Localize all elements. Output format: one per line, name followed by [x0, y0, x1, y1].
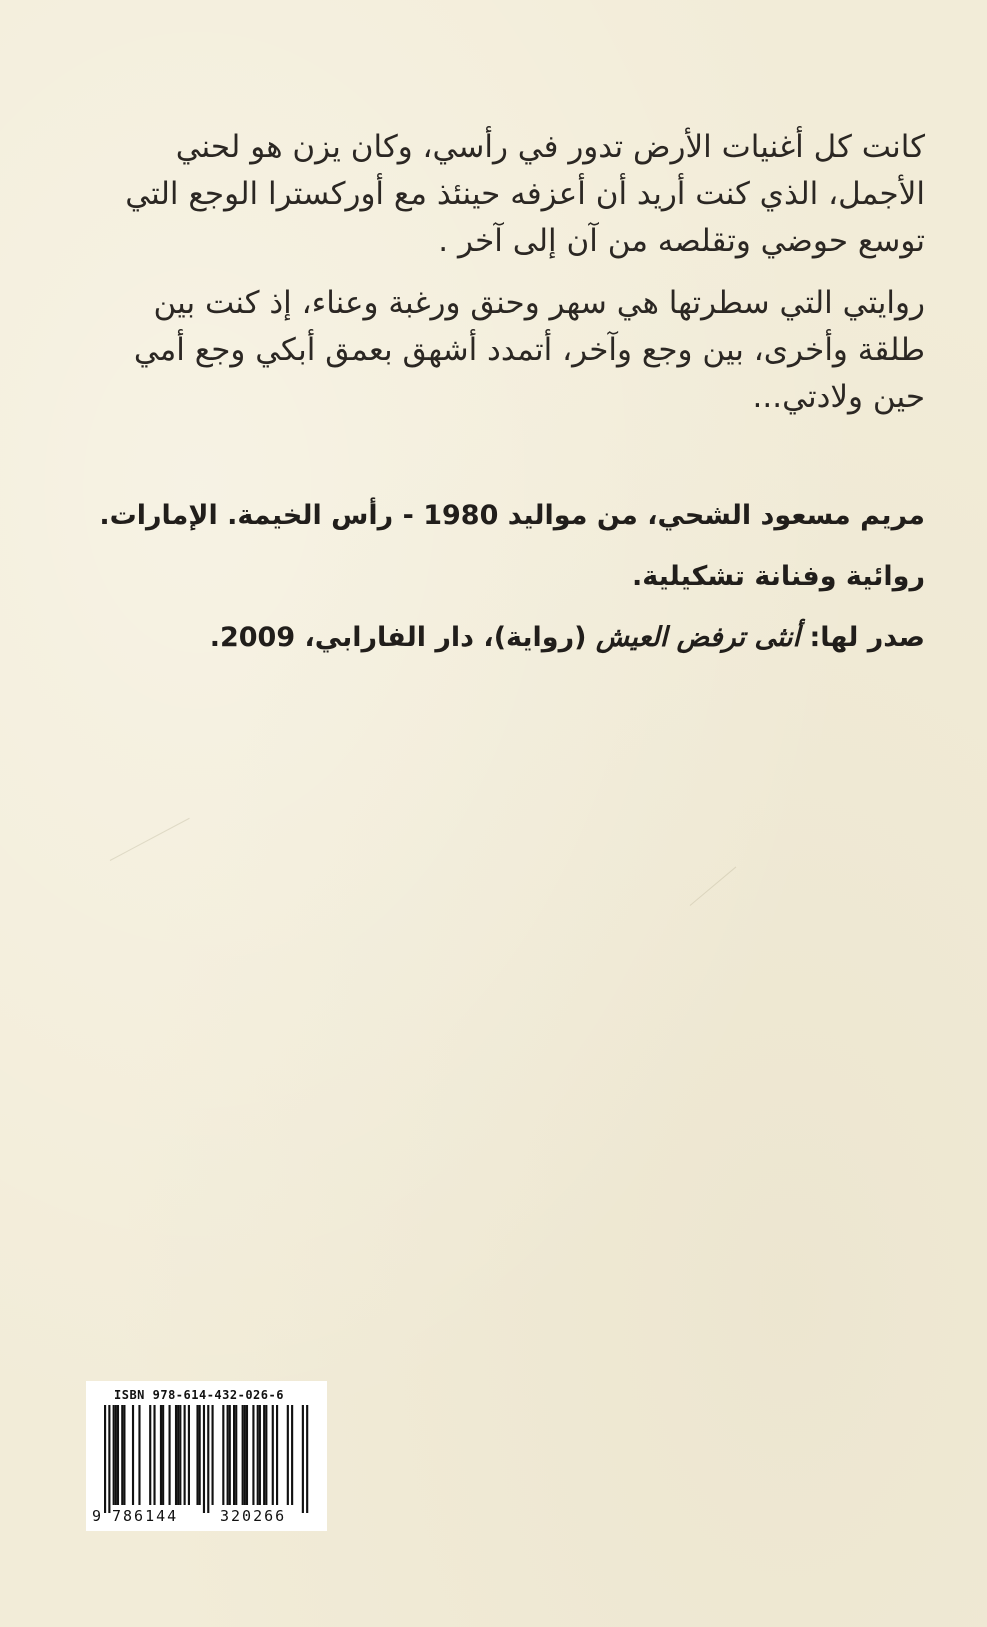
barcode-bar: [252, 1405, 254, 1505]
barcode-bar: [177, 1405, 179, 1505]
barcode-bar: [263, 1405, 265, 1505]
barcode-bar: [222, 1405, 224, 1505]
paper-crease: [690, 867, 737, 906]
barcode-bar: [227, 1405, 229, 1505]
barcode-bar: [188, 1405, 190, 1505]
barcode-bar: [199, 1405, 201, 1505]
published-details: (رواية)، دار الفارابي، 2009.: [209, 622, 596, 653]
blurb-text-1: كانت كل أغنيات الأرض تدور في رأسي، وكان يزن هو لحني الأجمل، الذي كنت أريد أن أعزفه حينئذ مع أوركسترا الوجع التي توسع حوضي وتقلصه من آن إلى آخر .: [125, 129, 925, 259]
barcode-bar: [121, 1405, 123, 1505]
barcode-bar: [287, 1405, 289, 1505]
barcode-bar: [179, 1405, 181, 1505]
barcode-bar: [113, 1405, 115, 1505]
barcode-bars: [86, 1405, 327, 1521]
ean-first-digit: 9: [92, 1507, 102, 1525]
barcode-bar: [302, 1405, 304, 1513]
barcode-bar: [246, 1405, 248, 1505]
author-bio-line-2: روائية وفنانة تشكيلية.: [631, 561, 925, 592]
barcode-bar: [257, 1405, 259, 1505]
barcode-bar: [160, 1405, 162, 1505]
barcode-bar: [104, 1405, 106, 1513]
barcode-bar: [138, 1405, 140, 1505]
barcode-bar: [123, 1405, 125, 1505]
barcode-bar: [212, 1405, 214, 1505]
author-bio-line-1: مريم مسعود الشحي، من مواليد 1980 - رأس الخيمة. الإمارات.: [99, 500, 925, 531]
barcode-bar: [265, 1405, 267, 1505]
ean-right-group: 320266: [220, 1507, 287, 1525]
published-prefix: صدر لها:: [800, 622, 925, 653]
blurb-text-2: روايتي التي سطرتها هي سهر وحنق ورغبة وعناء، إذ كنت بين طلقة وأخرى، بين وجع وآخر، أتمدد أشهق بعمق أبكي وجع أمي حين ولادتي...: [133, 285, 925, 415]
barcode-bar: [306, 1405, 308, 1513]
ean-left-group: 786144: [112, 1507, 179, 1525]
barcode-bar: [196, 1405, 198, 1505]
barcode-bar: [175, 1405, 177, 1505]
paper-crease: [110, 818, 190, 861]
barcode-bar: [235, 1405, 237, 1505]
blurb-paragraph-2: [125, 280, 925, 421]
barcode-bar: [117, 1405, 119, 1505]
isbn-label: ISBN 978-614-432-026-6: [114, 1388, 284, 1402]
barcode-bar: [242, 1405, 244, 1505]
barcode-bar: [203, 1405, 205, 1513]
barcode-bar: [229, 1405, 231, 1505]
barcode-bar: [184, 1405, 186, 1505]
author-bio-line-3: [95, 622, 925, 653]
barcode-bar: [276, 1405, 278, 1505]
barcode-bar: [233, 1405, 235, 1505]
barcode-bar: [244, 1405, 246, 1505]
barcode-bar: [291, 1405, 293, 1505]
barcode-bar: [169, 1405, 171, 1505]
barcode-bar: [115, 1405, 117, 1505]
isbn-barcode: [86, 1381, 327, 1531]
barcode-bar: [153, 1405, 155, 1505]
barcode-bar: [272, 1405, 274, 1505]
barcode-bar: [259, 1405, 261, 1505]
blurb-paragraph-1: [125, 124, 925, 265]
barcode-bar: [108, 1405, 110, 1513]
barcode-bar: [132, 1405, 134, 1505]
barcode-bar: [207, 1405, 209, 1513]
barcode-bar: [149, 1405, 151, 1505]
barcode-bar: [162, 1405, 164, 1505]
previous-book-title: أنثى ترفض العيش: [595, 622, 801, 653]
